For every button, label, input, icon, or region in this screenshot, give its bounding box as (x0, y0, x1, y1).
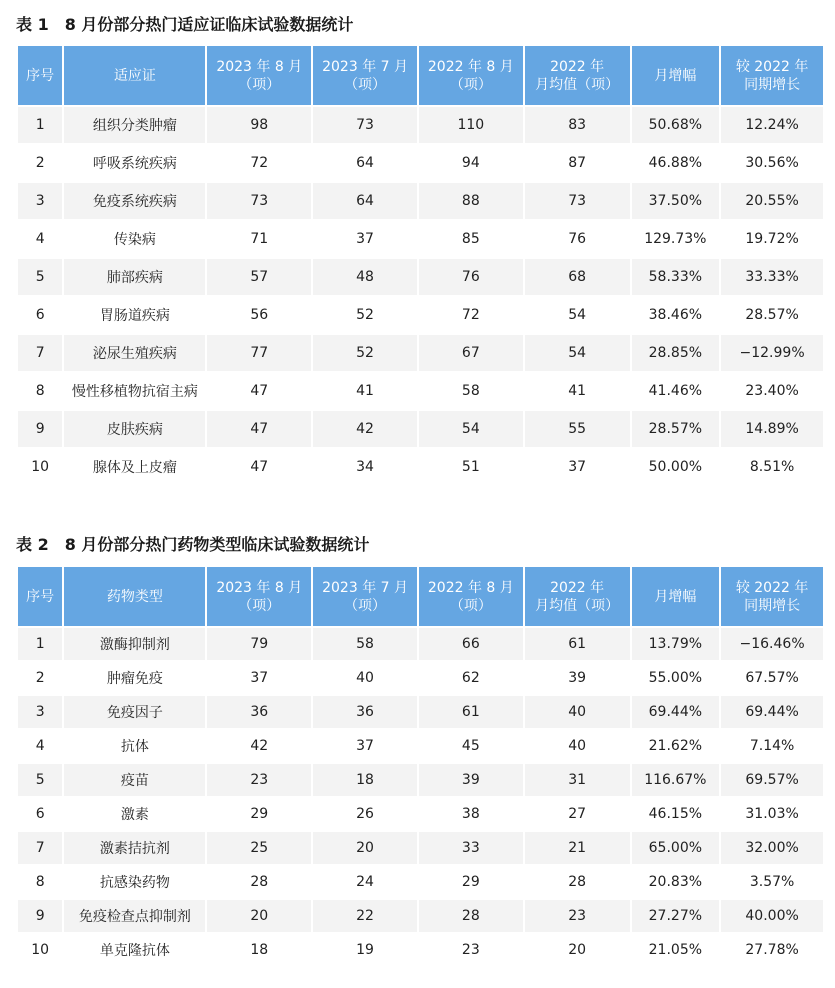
table2-header-line1: 序号 (26, 588, 55, 605)
table1-header-cell (313, 46, 417, 105)
table1-caption: 表 1 8 月份部分热门适应证临床试验数据统计 (16, 15, 354, 34)
table1-header-cell (18, 46, 62, 105)
table-cell: 64 (313, 183, 417, 219)
table2-header-line1: 月增幅 (654, 588, 697, 605)
table-cell: 10 (18, 934, 62, 966)
table1-header-cell (525, 46, 630, 105)
table1 (16, 44, 825, 487)
table-cell: 25 (207, 832, 311, 864)
table-row (18, 221, 823, 257)
table2-header-cell (64, 567, 205, 626)
table-cell: 19.72% (721, 221, 823, 257)
table1-header-line1: 2022 年 8 月 (427, 58, 514, 75)
table-cell: 46.15% (632, 798, 720, 830)
table-row (18, 798, 823, 830)
table-cell: 39 (525, 662, 630, 694)
table1-header-line1: 较 2022 年 (735, 58, 809, 75)
table-cell: 34 (313, 449, 417, 485)
table-cell: 28 (525, 866, 630, 898)
table2-header-line1: 2022 年 8 月 (427, 579, 514, 596)
table-cell: 28.57% (632, 411, 720, 447)
table-cell: 48 (313, 259, 417, 295)
table-cell: 42 (313, 411, 417, 447)
table-row (18, 297, 823, 333)
table-cell: 22 (313, 900, 417, 932)
table-cell: 52 (313, 297, 417, 333)
table-cell: 5 (18, 259, 62, 295)
table-cell: 66 (419, 628, 523, 660)
table1-header-line2: （项） (238, 76, 281, 93)
table2 (16, 565, 825, 968)
table2-header-cell (632, 567, 720, 626)
table1-body (18, 107, 823, 485)
table-cell: 50.68% (632, 107, 720, 143)
table-cell: 2 (18, 662, 62, 694)
table1-header-cell (632, 46, 720, 105)
table-cell: 61 (525, 628, 630, 660)
table-cell: 20 (525, 934, 630, 966)
table1-header-line1: 月增幅 (654, 67, 697, 84)
table-cell: 58.33% (632, 259, 720, 295)
table-cell: 40 (313, 662, 417, 694)
table-row (18, 373, 823, 409)
table-cell: 40 (525, 730, 630, 762)
table-cell: 116.67% (632, 764, 720, 796)
table-cell: 慢性移植物抗宿主病 (64, 373, 205, 409)
table-cell: −12.99% (721, 335, 823, 371)
table-cell: 21.05% (632, 934, 720, 966)
table-cell: 46.88% (632, 145, 720, 181)
table-cell: 55 (525, 411, 630, 447)
table-cell: 45 (419, 730, 523, 762)
table-cell: 50.00% (632, 449, 720, 485)
table2-header-line1: 药物类型 (106, 588, 163, 605)
table-cell: 55.00% (632, 662, 720, 694)
table-cell: 33 (419, 832, 523, 864)
table-cell: 61 (419, 696, 523, 728)
table-cell: 23.40% (721, 373, 823, 409)
table-cell: 27 (525, 798, 630, 830)
table-cell: 37.50% (632, 183, 720, 219)
table1-header-line1: 2023 年 8 月 (216, 58, 303, 75)
table-cell: 泌尿生殖疾病 (64, 335, 205, 371)
table-row (18, 145, 823, 181)
table-cell: 88 (419, 183, 523, 219)
table-cell: 13.79% (632, 628, 720, 660)
table-cell: 37 (313, 221, 417, 257)
table-cell: 94 (419, 145, 523, 181)
table-cell: 21 (525, 832, 630, 864)
table-cell: 38.46% (632, 297, 720, 333)
table-cell: 69.44% (721, 696, 823, 728)
table-cell: 激素拮抗剂 (64, 832, 205, 864)
table-cell: 73 (313, 107, 417, 143)
table1-header-cell (721, 46, 823, 105)
table-cell: 8.51% (721, 449, 823, 485)
table-cell: 23 (207, 764, 311, 796)
table-cell: 23 (419, 934, 523, 966)
table-cell: 4 (18, 730, 62, 762)
table-cell: 77 (207, 335, 311, 371)
table-cell: 免疫检查点抑制剂 (64, 900, 205, 932)
table-cell: 47 (207, 411, 311, 447)
table2-header-line2: （项） (449, 597, 492, 614)
table-cell: 62 (419, 662, 523, 694)
table-cell: 9 (18, 411, 62, 447)
table2-header-line2: 月均值（项） (535, 597, 620, 614)
table-cell: 肺部疾病 (64, 259, 205, 295)
table-cell: 18 (313, 764, 417, 796)
table-cell: 58 (419, 373, 523, 409)
table2-caption: 表 2 8 月份部分热门药物类型临床试验数据统计 (16, 535, 370, 554)
table-cell: 71 (207, 221, 311, 257)
table-cell: 58 (313, 628, 417, 660)
table-cell: 72 (207, 145, 311, 181)
table-row (18, 696, 823, 728)
table-cell: 65.00% (632, 832, 720, 864)
table2-header-row (18, 567, 823, 626)
table-cell: 20 (207, 900, 311, 932)
table-row (18, 411, 823, 447)
table-row (18, 183, 823, 219)
table-row (18, 730, 823, 762)
table-cell: 67.57% (721, 662, 823, 694)
table-cell: 抗感染药物 (64, 866, 205, 898)
table1-header-line1: 2023 年 7 月 (322, 58, 408, 75)
table-cell: 31.03% (721, 798, 823, 830)
table-cell: 39 (419, 764, 523, 796)
table-row (18, 628, 823, 660)
table-cell: 40.00% (721, 900, 823, 932)
table-cell: 7 (18, 335, 62, 371)
table-cell: 76 (419, 259, 523, 295)
table-cell: 20.55% (721, 183, 823, 219)
table-cell: 27.78% (721, 934, 823, 966)
table-row (18, 764, 823, 796)
table-cell: 18 (207, 934, 311, 966)
table1-header-line1: 适应证 (113, 67, 156, 84)
table-cell: 72 (419, 297, 523, 333)
table-cell: 胃肠道疾病 (64, 297, 205, 333)
table-cell: 47 (207, 449, 311, 485)
table-cell: 29 (207, 798, 311, 830)
table1-header-line2: （项） (344, 76, 387, 93)
table-cell: 37 (313, 730, 417, 762)
table-cell: 110 (419, 107, 523, 143)
table2-header-cell (419, 567, 523, 626)
table-cell: 1 (18, 628, 62, 660)
table-cell: 73 (207, 183, 311, 219)
table-cell: 26 (313, 798, 417, 830)
table-cell: 组织分类肿瘤 (64, 107, 205, 143)
table-cell: 69.44% (632, 696, 720, 728)
table-cell: 疫苗 (64, 764, 205, 796)
table-cell: 69.57% (721, 764, 823, 796)
table-cell: 激素 (64, 798, 205, 830)
table-cell: −16.46% (721, 628, 823, 660)
table-cell: 6 (18, 297, 62, 333)
table-cell: 3.57% (721, 866, 823, 898)
table-cell: 38 (419, 798, 523, 830)
table-cell: 传染病 (64, 221, 205, 257)
table-cell: 14.89% (721, 411, 823, 447)
table2-header-line1: 2022 年 (550, 579, 605, 596)
table2-header-line1: 2023 年 8 月 (216, 579, 303, 596)
table-cell: 73 (525, 183, 630, 219)
table1-header-line1: 2022 年 (550, 58, 605, 75)
table-cell: 57 (207, 259, 311, 295)
table-cell: 28 (419, 900, 523, 932)
table-cell: 9 (18, 900, 62, 932)
table-cell: 29 (419, 866, 523, 898)
table2-header-line2: 同期增长 (744, 597, 801, 614)
table-cell: 33.33% (721, 259, 823, 295)
table-cell: 68 (525, 259, 630, 295)
table-cell: 37 (525, 449, 630, 485)
table-cell: 7 (18, 832, 62, 864)
table-cell: 21.62% (632, 730, 720, 762)
table-cell: 免疫系统疾病 (64, 183, 205, 219)
table-cell: 30.56% (721, 145, 823, 181)
table-cell: 24 (313, 866, 417, 898)
table-row (18, 449, 823, 485)
table2-body (18, 628, 823, 966)
table-cell: 79 (207, 628, 311, 660)
table-cell: 129.73% (632, 221, 720, 257)
table-cell: 85 (419, 221, 523, 257)
table-cell: 肿瘤免疫 (64, 662, 205, 694)
table-cell: 19 (313, 934, 417, 966)
table-cell: 12.24% (721, 107, 823, 143)
table-cell: 54 (525, 335, 630, 371)
table-cell: 7.14% (721, 730, 823, 762)
table-cell: 10 (18, 449, 62, 485)
table-cell: 52 (313, 335, 417, 371)
table-cell: 3 (18, 183, 62, 219)
table-cell: 20 (313, 832, 417, 864)
table-cell: 83 (525, 107, 630, 143)
table-cell: 41 (313, 373, 417, 409)
table-cell: 41 (525, 373, 630, 409)
table-cell: 51 (419, 449, 523, 485)
table-cell: 56 (207, 297, 311, 333)
table-cell: 54 (525, 297, 630, 333)
table-cell: 8 (18, 866, 62, 898)
table-cell: 64 (313, 145, 417, 181)
table2-header-line2: （项） (238, 597, 281, 614)
table-cell: 皮肤疾病 (64, 411, 205, 447)
table-cell: 32.00% (721, 832, 823, 864)
table-cell: 87 (525, 145, 630, 181)
table-cell: 76 (525, 221, 630, 257)
table-cell: 28.85% (632, 335, 720, 371)
table1-header-cell (64, 46, 205, 105)
table-cell: 54 (419, 411, 523, 447)
table2-header-line2: （项） (344, 597, 387, 614)
table-cell: 3 (18, 696, 62, 728)
table1-header-line2: 月均值（项） (535, 76, 620, 93)
table-cell: 47 (207, 373, 311, 409)
table2-header-line1: 2023 年 7 月 (322, 579, 408, 596)
table1-header-cell (207, 46, 311, 105)
table-cell: 1 (18, 107, 62, 143)
table2-header-cell (207, 567, 311, 626)
table-cell: 抗体 (64, 730, 205, 762)
table-row (18, 259, 823, 295)
table-cell: 67 (419, 335, 523, 371)
table1-header-cell (419, 46, 523, 105)
table-row (18, 934, 823, 966)
table-cell: 98 (207, 107, 311, 143)
table-cell: 41.46% (632, 373, 720, 409)
table2-header-cell (313, 567, 417, 626)
table-cell: 37 (207, 662, 311, 694)
table-row (18, 866, 823, 898)
table-row (18, 335, 823, 371)
table-cell: 28.57% (721, 297, 823, 333)
table-cell: 28 (207, 866, 311, 898)
table2-header-line1: 较 2022 年 (735, 579, 809, 596)
table-cell: 31 (525, 764, 630, 796)
table-cell: 20.83% (632, 866, 720, 898)
table1-header-line1: 序号 (26, 67, 55, 84)
table-cell: 呼吸系统疾病 (64, 145, 205, 181)
table-cell: 2 (18, 145, 62, 181)
table1-header-row (18, 46, 823, 105)
table1-header-line2: 同期增长 (744, 76, 801, 93)
table-row (18, 107, 823, 143)
table-cell: 8 (18, 373, 62, 409)
table-cell: 免疫因子 (64, 696, 205, 728)
table-cell: 6 (18, 798, 62, 830)
table-cell: 激酶抑制剂 (64, 628, 205, 660)
table2-header-cell (525, 567, 630, 626)
table-cell: 36 (313, 696, 417, 728)
table2-header-cell (721, 567, 823, 626)
table-cell: 27.27% (632, 900, 720, 932)
table1-header-line2: （项） (449, 76, 492, 93)
table-cell: 42 (207, 730, 311, 762)
table-cell: 5 (18, 764, 62, 796)
table2-header-cell (18, 567, 62, 626)
table-cell: 单克隆抗体 (64, 934, 205, 966)
table-cell: 36 (207, 696, 311, 728)
table-cell: 23 (525, 900, 630, 932)
table-cell: 40 (525, 696, 630, 728)
table-row (18, 662, 823, 694)
table-cell: 4 (18, 221, 62, 257)
table-row (18, 900, 823, 932)
table-row (18, 832, 823, 864)
table-cell: 腺体及上皮瘤 (64, 449, 205, 485)
